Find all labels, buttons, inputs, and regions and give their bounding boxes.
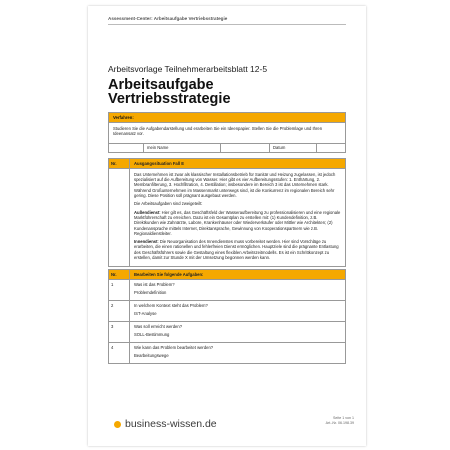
document-header: Assessment-Center: Arbeitsaufgabe Vertriebsstrategie xyxy=(108,16,346,25)
situation-paragraph-3 xyxy=(134,210,341,236)
situation-paragraph-1: Das Unternehmen ist zwar als klassischer Installationsbetrieb für Sanitär und Heizung zugelassen, ist jedoch spezialisiert auf die Aufbereitung von Wasser. Hier gibt es vier Aufbereitungsstufen: 1. Enthärtung, 2. Membranfilterung, 3. Hochfiltration, 4. Destillation; insbesondere im Bereich 3 ist das Unternehmen stark. Während Großunternehmen im Massenmarkt unterwegs sind, ist die Konkurrenz im regionalen Bereich sehr gering. Diese Position soll prägnant ausgebaut werden. xyxy=(134,171,336,199)
situation-nr: Nr. xyxy=(109,159,130,168)
situation-section xyxy=(108,158,346,364)
aussendienst-label: Außendienst xyxy=(134,209,160,215)
logo-dot-icon xyxy=(114,421,121,428)
name-row-gap[interactable] xyxy=(221,144,270,152)
situation-paragraph-2: Die Arbeitsaufgaben sind zweigeteilt: xyxy=(134,201,203,207)
innendienst-text: : Die Neuorganisation des Innendienstes muss vorbereitet werden. Hier sind Vorschläge zu erarbeiten, die einen rationellen und fehlerfreien Dienst ermöglichen. Hauptziele sind die prägnante Entlastung des Geschäftsführers sowie die Gestaltung eines flexiblen Arbeitszeitmodells. Es ist ein Schrittkonzept zu erstellen, damit zur Stunde X mit der Umsetzung begonnen werden kann. xyxy=(134,239,339,261)
task-nr: 2 xyxy=(109,301,130,321)
task-nr: 1 xyxy=(109,280,130,300)
task-cell xyxy=(130,322,345,342)
verfahren-section xyxy=(108,112,346,153)
date-field[interactable] xyxy=(317,144,345,152)
footer-info xyxy=(326,416,354,426)
document-title xyxy=(108,78,231,106)
title-line-2: Vertriebsstrategie xyxy=(108,91,231,107)
situation-header xyxy=(108,158,346,169)
tasks-nr: Nr. xyxy=(109,270,130,279)
aussendienst-text: : Hier gilt es, das Geschäftsfeld der Wasseraufbereitung zu professionalisieren und eine regionale Marktführerschaft zu erreichen. Dazu ist ein Gesamtplan zu erstellen mit: (1) Kundendefinition, z.B. Direktkunden wie Zahnärzte, Labore, Krankenhäuser oder Wiederverkäufer oder Mittler wie Architekten; (2) Kundenansprache mittels Internet, Direktansprache, Gewinnung von Kooperationspartnern wie z.B. Regionaldienstleiter. xyxy=(134,209,341,236)
tasks-header xyxy=(108,269,346,280)
name-row-blank[interactable] xyxy=(109,144,144,152)
title-line-1: Arbeitsaufgabe xyxy=(108,77,214,93)
situation-heading: Ausgangssituation Fall E xyxy=(134,160,185,166)
task-question: Was ist das Problem? xyxy=(134,282,175,288)
situation-text xyxy=(130,169,345,266)
task-question: Was soll erreicht werden? xyxy=(134,324,183,330)
situation-nr-empty xyxy=(109,169,130,266)
name-label: mein Name xyxy=(144,144,221,152)
date-label: Datum xyxy=(270,144,317,152)
page-number: Seite 1 von 1 xyxy=(333,416,354,420)
name-row xyxy=(108,144,346,153)
task-answer: IST-Analyse xyxy=(134,311,157,317)
task-row xyxy=(108,280,346,301)
task-cell xyxy=(130,280,345,300)
verfahren-heading: Verfahren: xyxy=(108,112,346,123)
document-page xyxy=(88,6,366,446)
task-question: Wie kann das Problem bearbeitet werden? xyxy=(134,345,214,351)
task-nr: 3 xyxy=(109,322,130,342)
situation-body xyxy=(108,169,346,267)
task-cell xyxy=(130,301,345,321)
logo-text: business-wissen.de xyxy=(125,418,217,430)
task-nr: 4 xyxy=(109,343,130,363)
task-question: In welchem Kontext steht das Problem? xyxy=(134,303,208,309)
verfahren-text: Studieren Sie die Aufgabendarstellung und erarbeiten Sie ein Ideenpapier. Stellen Sie die Problemlage und Ihren Ideenansatz vor. xyxy=(108,123,346,144)
innendienst-label: Innendienst xyxy=(134,239,158,245)
tasks-heading: Bearbeiten Sie folgende Aufgaben: xyxy=(134,272,204,278)
document-subtitle: Arbeitsvorlage Teilnehmerarbeitsblatt 12-5 xyxy=(108,64,268,74)
business-wissen-logo[interactable] xyxy=(114,418,217,430)
task-row xyxy=(108,301,346,322)
situation-paragraph-4 xyxy=(134,239,341,260)
task-cell xyxy=(130,343,345,363)
article-number: Art.-Nr. 06.198.39 xyxy=(325,421,354,425)
task-answer: Bearbeitungswege xyxy=(134,353,169,359)
task-row xyxy=(108,322,346,343)
task-answer: SOLL-Bestimmung xyxy=(134,332,170,338)
task-row xyxy=(108,343,346,364)
task-answer: Problemdefinition xyxy=(134,290,167,296)
